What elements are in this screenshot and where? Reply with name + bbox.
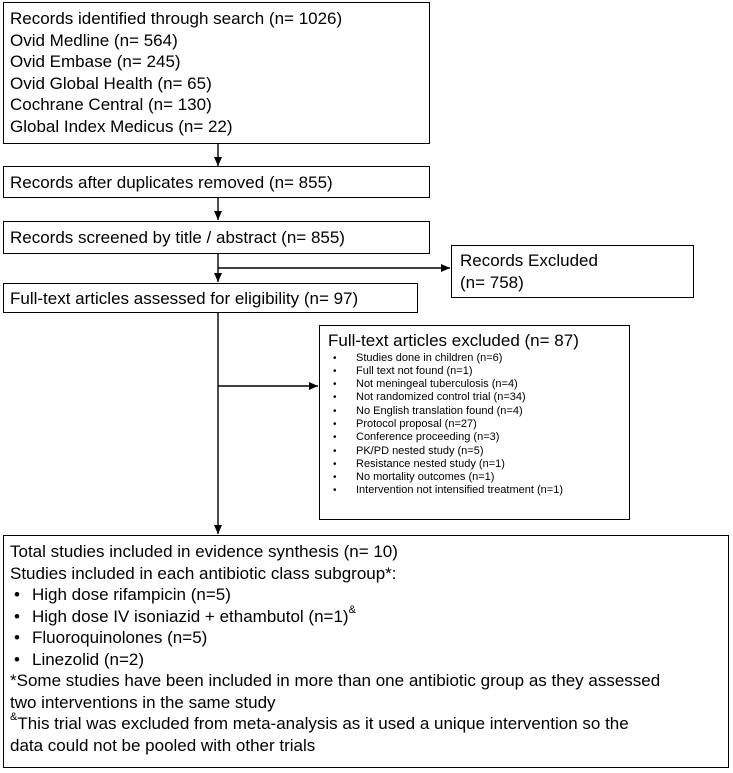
exclusion-reason: • No English translation found (n=4) (328, 405, 621, 418)
records-excluded-box (451, 245, 694, 298)
exclusion-reason: • Protocol proposal (n=27) (328, 418, 621, 431)
exclusion-reason: • PK/PD nested study (n=5) (328, 445, 621, 458)
source-cochrane-central: Cochrane Central (n= 130) (10, 95, 212, 114)
duplicates-removed-text: Records after duplicates removed (n= 855) (10, 173, 333, 192)
included-box (3, 535, 729, 768)
source-ovid-global-health: Ovid Global Health (n= 65) (10, 73, 212, 93)
exclusion-reason: • Resistance nested study (n=1) (328, 458, 621, 471)
screened-text: Records screened by title / abstract (n= 855) (10, 228, 345, 247)
records-excluded-title: Records Excluded (460, 251, 598, 270)
footnote-amp-line-1: &This trial was excluded from meta-analysis as it used a unique intervention so the (10, 711, 629, 733)
source-ovid-embase: Ovid Embase (n= 245) (10, 52, 181, 71)
footnote-amp-marker: & (10, 711, 18, 724)
footnote-amp-line-2: data could not be pooled with other trials (10, 735, 316, 755)
subgroup-heading: Studies included in each antibiotic class subgroup*: (10, 563, 397, 583)
exclusion-reason: • Not randomized control trial (n=34) (328, 391, 621, 404)
exclusion-reasons-list (328, 352, 621, 498)
ampersand-marker: & (348, 603, 356, 616)
exclusion-reason: • No mortality outcomes (n=1) (328, 471, 621, 484)
footnote-star-line-1: *Some studies have been included in more than one antibiotic group as they assessed (10, 671, 661, 690)
subgroup-list (10, 584, 722, 670)
duplicates-removed-box (3, 166, 430, 198)
records-excluded-count: (n= 758) (460, 272, 524, 292)
exclusion-reason: • Full text not found (n=1) (328, 365, 621, 378)
subgroup-item: • Fluoroquinolones (n=5) (10, 627, 722, 649)
source-ovid-medline: Ovid Medline (n= 564) (10, 30, 178, 50)
fulltext-assessed-text: Full-text articles assessed for eligibility (n= 97) (10, 289, 359, 308)
exclusion-reason: • Intervention not intensified treatment (n=1) (328, 484, 621, 497)
exclusion-reason: • Conference proceeding (n=3) (328, 431, 621, 444)
fulltext-assessed-box (3, 283, 418, 313)
footnote-star-line-2: two interventions in the same study (10, 692, 276, 712)
subgroup-item: • Linezolid (n=2) (10, 649, 722, 671)
screened-box (3, 221, 430, 254)
subgroup-item: • High dose IV isoniazid + ethambutol (n=1)& (10, 606, 722, 628)
source-global-index-medicus: Global Index Medicus (n= 22) (10, 116, 233, 136)
included-total: Total studies included in evidence synthesis (n= 10) (10, 542, 398, 561)
records-identified-title: Records identified through search (n= 1026) (10, 9, 343, 28)
subgroup-item: • High dose rifampicin (n=5) (10, 584, 722, 606)
fulltext-excluded-title: Full-text articles excluded (n= 87) (328, 331, 579, 350)
exclusion-reason: • Studies done in children (n=6) (328, 352, 621, 365)
records-identified-box (3, 2, 430, 144)
fulltext-excluded-box (319, 325, 630, 520)
exclusion-reason: • Not meningeal tuberculosis (n=4) (328, 378, 621, 391)
